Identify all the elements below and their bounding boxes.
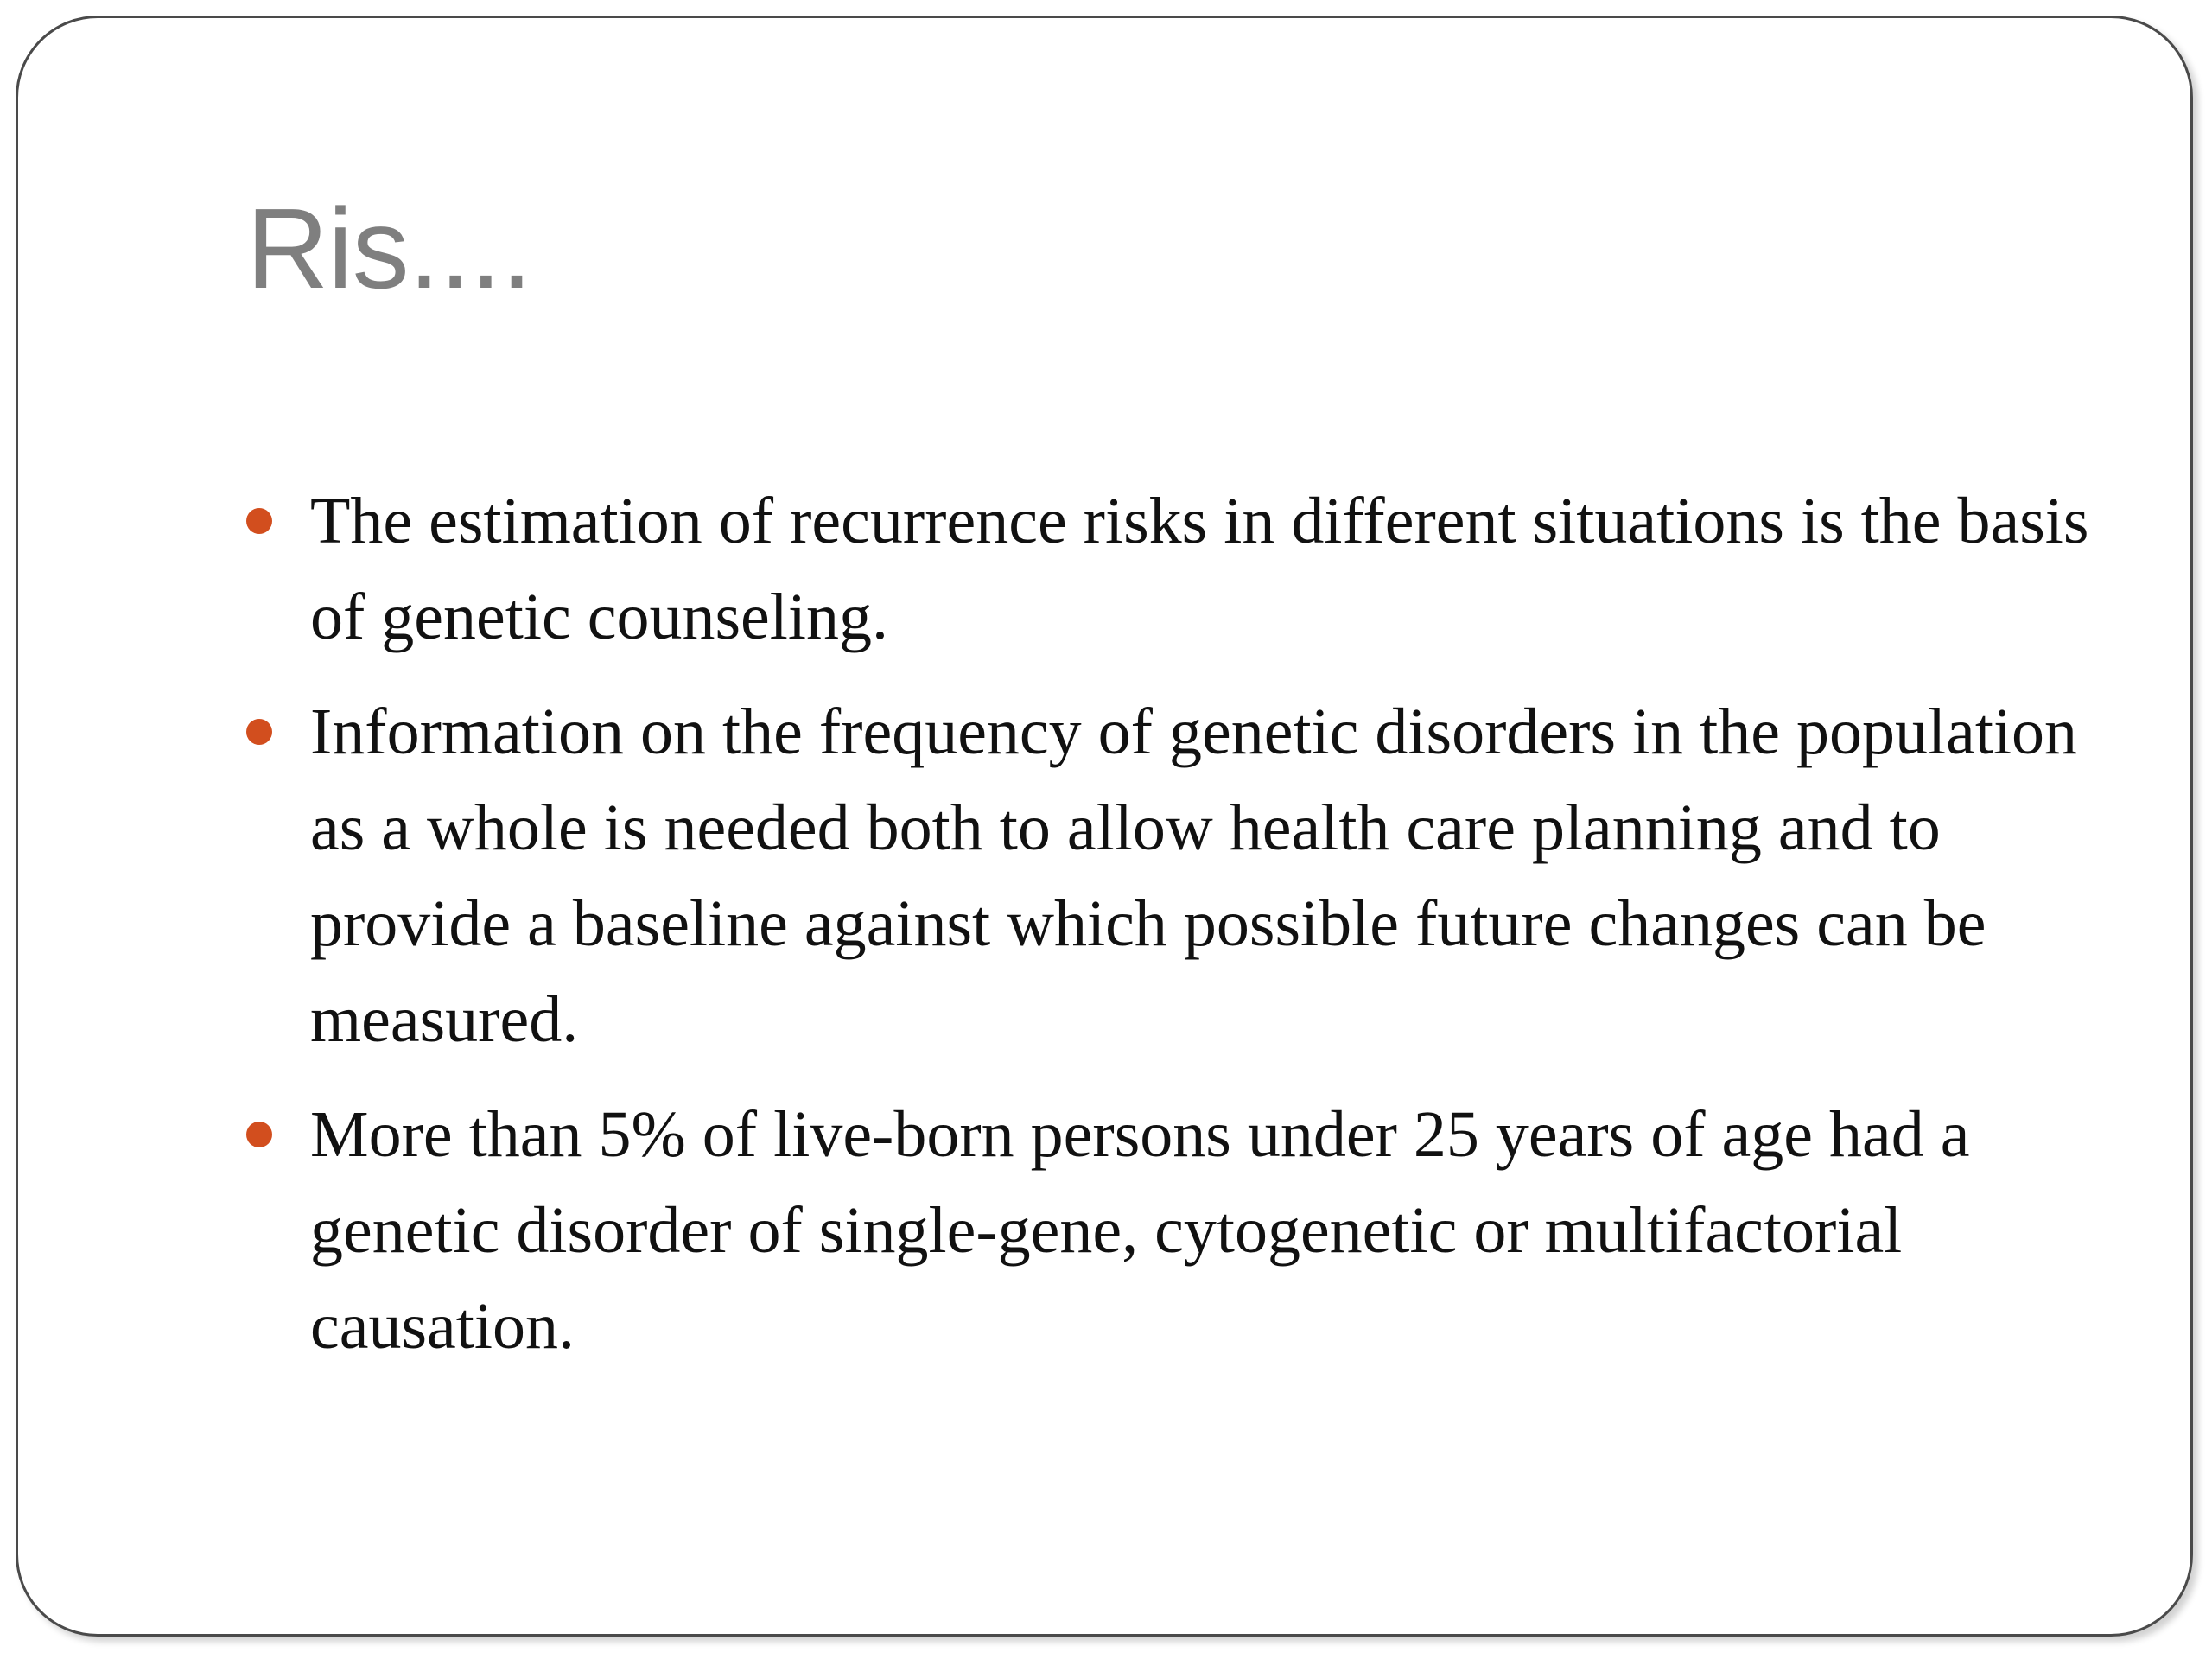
bullet-text: The estimation of recurrence risks in different situations is the basis of genetic counseling.	[310, 485, 2089, 653]
list-item	[246, 684, 2104, 1068]
slide-title: Ris....	[246, 185, 532, 312]
list-item	[246, 1087, 2104, 1375]
bullet-dot-icon	[246, 508, 272, 534]
list-item	[246, 474, 2104, 665]
bullet-list	[246, 474, 2104, 1394]
bullet-dot-icon	[246, 719, 272, 745]
bullet-text: Information on the frequency of genetic disorders in the population as a whole is needed both to allow health care planning and to provide a baseline against which possible future changes can be measured.	[310, 696, 2078, 1056]
bullet-text: More than 5% of live-born persons under 25 years of age had a genetic disorder of single-gene, cytogenetic or multifactorial causation.	[310, 1098, 1970, 1363]
bullet-dot-icon	[246, 1122, 272, 1147]
